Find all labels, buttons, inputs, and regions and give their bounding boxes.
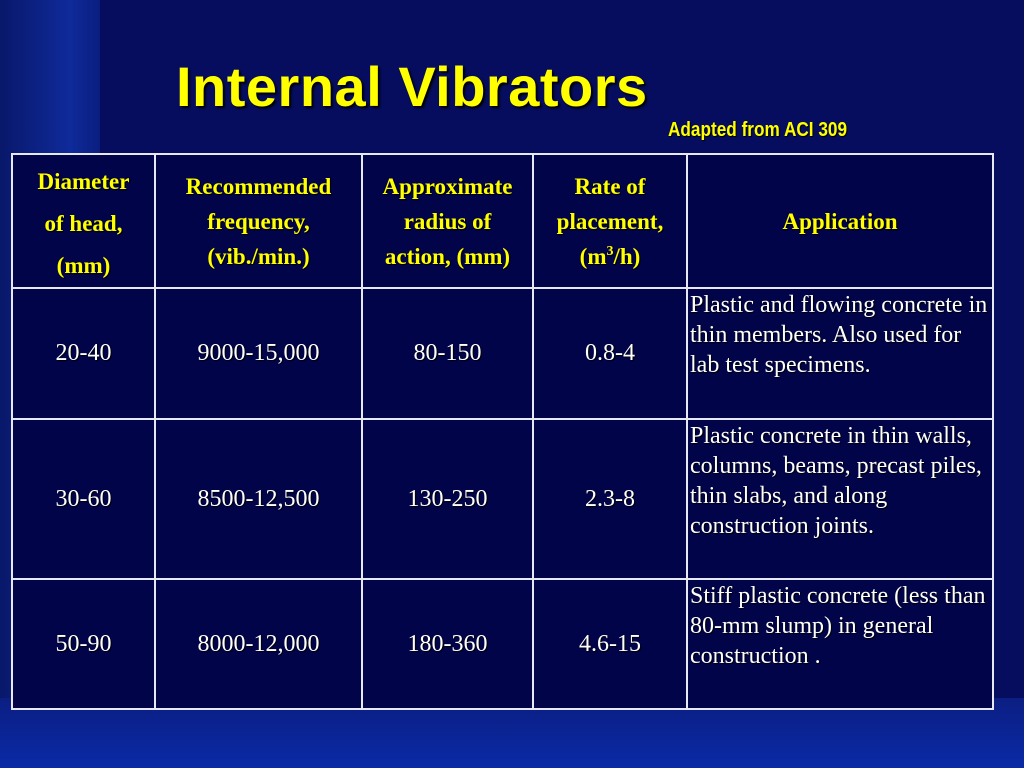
header-application: Application <box>687 154 993 288</box>
table-header-row <box>12 154 993 288</box>
header-radius-line: action, (mm) <box>384 243 511 269</box>
cell-frequency: 8000-12,000 <box>155 579 362 709</box>
cell-frequency: 8500-12,500 <box>155 419 362 579</box>
header-rate-superscript: 3 <box>606 243 614 259</box>
cell-rate: 4.6-15 <box>533 579 687 709</box>
header-frequency-line: frequency, <box>207 208 310 234</box>
header-frequency <box>155 154 362 288</box>
header-diameter-line: of head, <box>44 211 123 236</box>
header-rate-line: placement, <box>556 208 664 234</box>
header-rate-line: Rate of <box>574 173 646 199</box>
cell-radius: 180-360 <box>362 579 533 709</box>
cell-application: Plastic and flowing concrete in thin members. Also used for lab test specimens. <box>687 288 993 419</box>
cell-radius: 130-250 <box>362 419 533 579</box>
header-rate-unit-end: /h) <box>613 243 641 269</box>
cell-diameter: 20-40 <box>12 288 155 419</box>
cell-application: Plastic concrete in thin walls, columns, beams, precast piles, thin slabs, and along construction joints. <box>687 419 993 579</box>
table-row <box>12 288 993 419</box>
table-row <box>12 419 993 579</box>
header-radius <box>362 154 533 288</box>
cell-radius: 80-150 <box>362 288 533 419</box>
header-rate-unit: (m <box>579 243 607 269</box>
source-note: Adapted from ACI 309 <box>668 119 848 141</box>
header-rate <box>533 154 687 288</box>
header-frequency-line: Recommended <box>185 173 332 199</box>
header-radius-line: Approximate <box>382 173 513 199</box>
cell-diameter: 50-90 <box>12 579 155 709</box>
header-diameter-line: (mm) <box>56 253 111 278</box>
header-diameter-line: Diameter <box>37 169 130 194</box>
cell-rate: 0.8-4 <box>533 288 687 419</box>
table-row <box>12 579 993 709</box>
header-diameter <box>12 154 155 288</box>
cell-rate: 2.3-8 <box>533 419 687 579</box>
cell-application: Stiff plastic concrete (less than 80-mm slump) in general construction . <box>687 579 993 709</box>
header-radius-line: radius of <box>403 208 492 234</box>
cell-diameter: 30-60 <box>12 419 155 579</box>
header-frequency-line: (vib./min.) <box>207 243 310 269</box>
cell-frequency: 9000-15,000 <box>155 288 362 419</box>
slide-title: Internal Vibrators <box>176 55 648 118</box>
vibrator-table <box>11 153 994 710</box>
